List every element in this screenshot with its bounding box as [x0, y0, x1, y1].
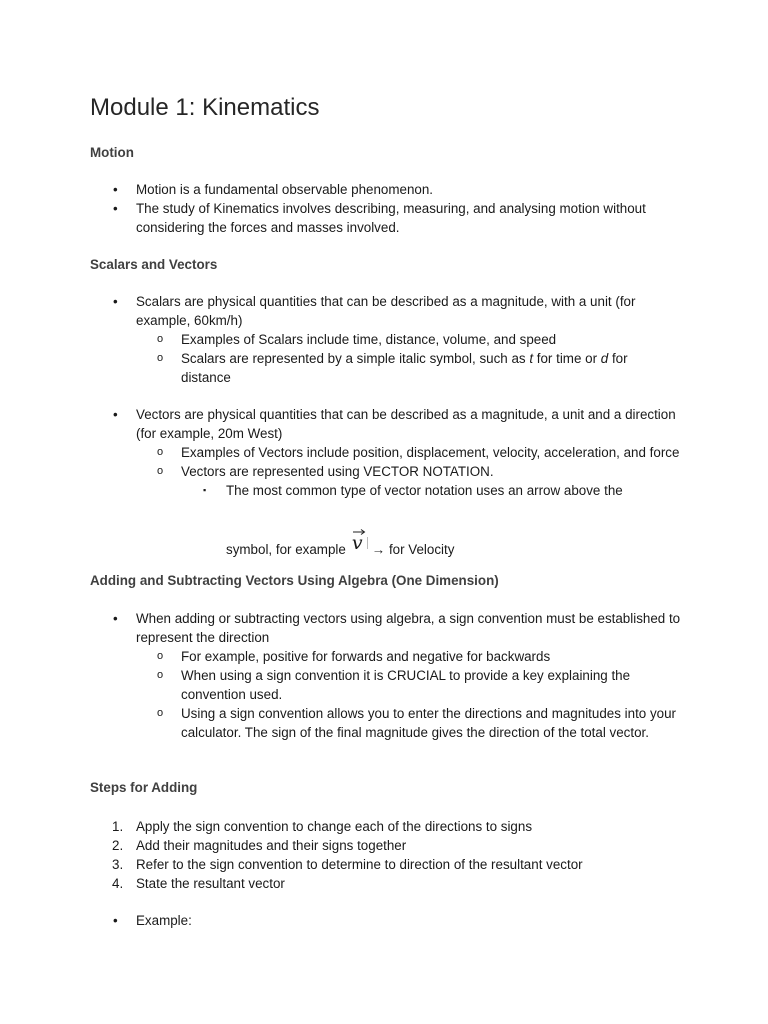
- list-item-text: Vectors are physical quantities that can be described as a magnitude, a unit and a direction (for example, 20m West): [136, 407, 676, 441]
- list-item-text: Motion is a fundamental observable phenomenon.: [136, 182, 434, 197]
- list-item-continuation: symbol, for example v → for Velocity: [0, 527, 681, 559]
- motion-list: [0, 180, 768, 237]
- example-list: [0, 911, 768, 930]
- heading-steps: Steps for Adding: [90, 780, 198, 795]
- list-item-text: When adding or subtracting vectors using algebra, a sign convention must be established to represent the direction: [136, 611, 681, 645]
- list-item: [0, 911, 681, 930]
- list-item: [0, 874, 681, 893]
- step-number: 3.: [112, 857, 124, 872]
- list-item: [0, 836, 681, 855]
- italic-symbol-t: t: [529, 351, 534, 366]
- list-item: [0, 666, 681, 704]
- list-item-text: Using a sign convention allows you to enter the directions and magnitudes into your calculator. The sign of the final magnitude gives the direction of the total vector.: [181, 706, 677, 740]
- list-item: [0, 405, 681, 443]
- step-number: 4.: [112, 876, 124, 891]
- list-item: [0, 481, 681, 500]
- list-item-text: Scalars are physical quantities that can be described as a magnitude, with a unit (for example, 60km/h): [136, 294, 636, 328]
- circle-marker: o: [157, 465, 164, 477]
- vectors-list: [0, 405, 768, 500]
- list-item: [0, 462, 681, 481]
- step-number: 1.: [112, 819, 124, 834]
- list-item: [0, 609, 681, 647]
- list-item-text: Vectors are represented using VECTOR NOTATION.: [181, 464, 494, 479]
- list-item: [0, 855, 681, 874]
- bullet-marker: •: [113, 407, 118, 422]
- list-item-text: The most common type of vector notation uses an arrow above the: [226, 483, 623, 498]
- circle-marker: o: [157, 707, 164, 719]
- list-item: [0, 443, 681, 462]
- heading-algebra: Adding and Subtracting Vectors Using Algebra (One Dimension): [90, 573, 499, 588]
- circle-marker: o: [157, 352, 164, 364]
- list-item: [0, 330, 681, 349]
- bullet-marker: •: [113, 913, 118, 928]
- page-title: Module 1: Kinematics: [90, 94, 320, 121]
- list-item-text: Add their magnitudes and their signs together: [136, 838, 407, 853]
- list-item-text: Refer to the sign convention to determine to direction of the resultant vector: [136, 857, 583, 872]
- list-item-text: Examples of Vectors include position, displacement, velocity, acceleration, and force: [181, 445, 680, 460]
- list-item: [0, 349, 681, 387]
- list-item-text: Examples of Scalars include time, distance, volume, and speed: [181, 332, 557, 347]
- list-item-text: Example:: [136, 913, 192, 928]
- list-item-text: State the resultant vector: [136, 876, 285, 891]
- bullet-marker: •: [113, 182, 118, 197]
- list-item: [0, 199, 681, 237]
- heading-scalars-vectors: Scalars and Vectors: [90, 257, 218, 272]
- scalars-list: [0, 292, 768, 387]
- circle-marker: o: [157, 669, 164, 681]
- circle-marker: o: [157, 446, 164, 458]
- list-item-text: When using a sign convention it is CRUCIAL to provide a key explaining the convention used.: [181, 668, 631, 702]
- step-number: 2.: [112, 838, 124, 853]
- circle-marker: o: [157, 650, 164, 662]
- list-item: [0, 180, 681, 199]
- list-item: [0, 292, 681, 330]
- list-item: [0, 647, 681, 666]
- bullet-marker: •: [113, 294, 118, 309]
- list-item-text: Apply the sign convention to change each of the directions to signs: [136, 819, 533, 834]
- list-item: [0, 817, 681, 836]
- bullet-marker: •: [113, 201, 118, 216]
- steps-list: [0, 817, 768, 893]
- bullet-marker: •: [113, 611, 118, 626]
- list-item-text: Scalars are represented by a simple italic symbol, such as t for time or d for distance: [181, 351, 628, 385]
- heading-motion: Motion: [90, 145, 134, 160]
- list-item-text: For example, positive for forwards and negative for backwards: [181, 649, 551, 664]
- vector-v-symbol: v: [350, 527, 370, 557]
- square-marker: ▪: [203, 485, 207, 495]
- list-item-text: The study of Kinematics involves describing, measuring, and analysing motion without considering the forces and masses involved.: [136, 201, 646, 235]
- algebra-list: [0, 609, 768, 742]
- circle-marker: o: [157, 333, 164, 345]
- list-item: [0, 704, 681, 742]
- italic-symbol-d: d: [600, 351, 609, 366]
- vector-example-line: [0, 527, 768, 559]
